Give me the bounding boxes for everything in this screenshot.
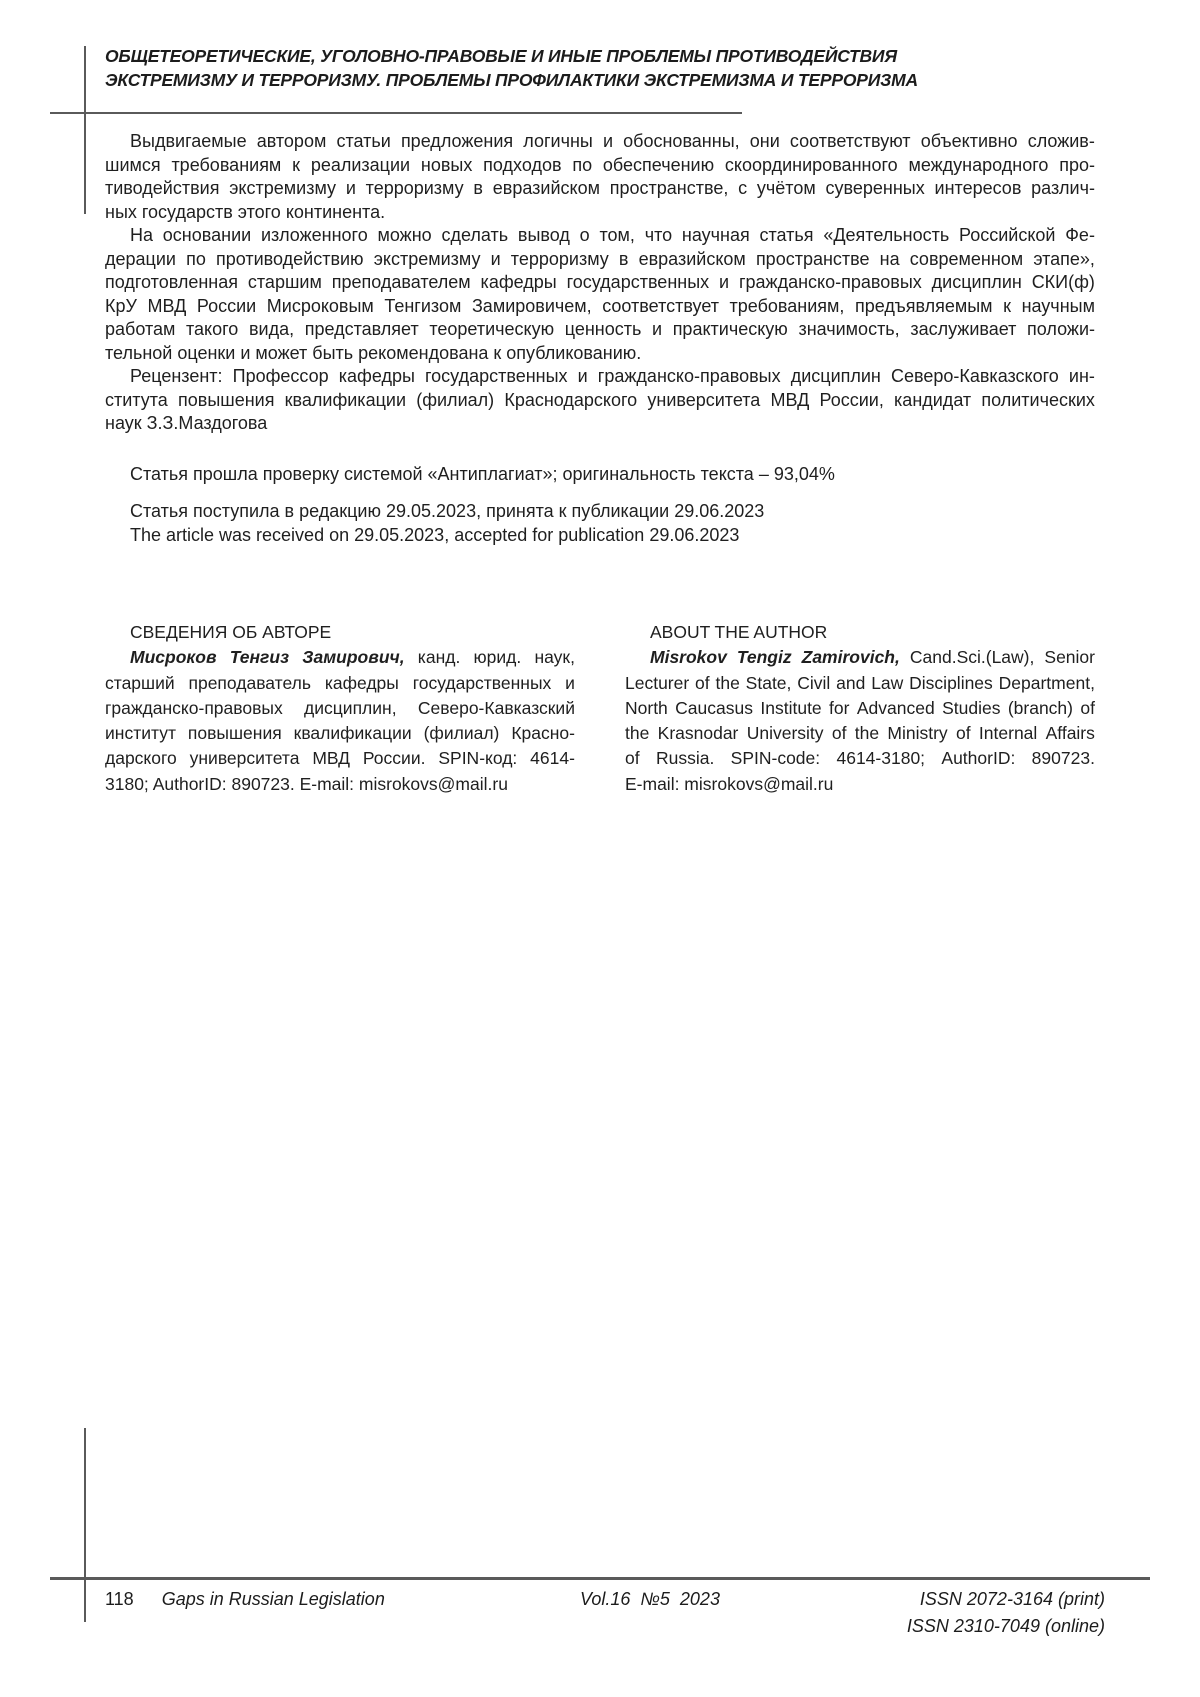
word: Мисроков xyxy=(130,647,217,668)
word: такого xyxy=(186,319,239,339)
received-dates-en: The article was received on 29.05.2023, accepted for publication 29.06.2023 xyxy=(130,524,740,545)
word: предложения xyxy=(400,131,514,151)
word: the xyxy=(715,672,740,693)
word: Disciplines xyxy=(909,672,993,693)
word: (филиал) xyxy=(416,389,495,410)
author-info-ru-heading: СВЕДЕНИЯ ОБ АВТОРЕ xyxy=(130,622,332,642)
word: с xyxy=(738,178,748,198)
word: реализации xyxy=(310,154,411,175)
word: Institute xyxy=(760,697,822,718)
page-footer xyxy=(105,1586,1105,1640)
text-line xyxy=(105,248,1095,272)
word: Zamirovich, xyxy=(801,647,900,668)
word: дерации xyxy=(105,248,176,269)
issn-print: ISSN 2072-3164 (print) xyxy=(919,1589,1105,1609)
word: Civil xyxy=(797,672,831,693)
word: различ- xyxy=(1031,178,1095,198)
word: AuthorID: xyxy=(941,748,1016,769)
text-line xyxy=(105,746,575,771)
word: Tengiz xyxy=(736,647,792,668)
word: интересов xyxy=(934,178,1022,198)
section-running-head xyxy=(105,44,1055,92)
text-line xyxy=(105,177,1095,201)
text-line xyxy=(625,696,1095,721)
word: России. xyxy=(362,748,426,769)
review-text xyxy=(105,130,1095,797)
text-line xyxy=(105,365,1095,389)
word: они xyxy=(749,131,780,151)
word: юрид. xyxy=(473,647,522,668)
word: том, xyxy=(599,225,635,245)
word: подготовленная xyxy=(105,272,239,292)
word: пространстве, xyxy=(609,178,729,198)
word: North xyxy=(625,697,668,718)
text-line: наук З.З.Маздогова xyxy=(105,413,268,433)
word: ин- xyxy=(1068,366,1095,386)
word: государственных xyxy=(566,272,710,292)
word: требованиям, xyxy=(729,295,845,316)
word: Выдвигаемые xyxy=(130,131,247,151)
word: и xyxy=(565,672,575,693)
word: Studies xyxy=(942,697,1001,718)
antiplagiat-check-note: Статья прошла проверку системой «Антиплагиат»; оригинальность текста – 93,04% xyxy=(130,463,835,484)
word: 890723. xyxy=(1031,748,1095,769)
text-line xyxy=(105,130,1095,154)
word: государственных xyxy=(425,366,568,386)
word: (branch) xyxy=(1007,697,1073,718)
word: основании xyxy=(162,225,252,245)
author-info-ru-text xyxy=(105,645,575,797)
word: Фе- xyxy=(1065,225,1095,245)
received-dates-ru: Статья поступила в редакцию 29.05.2023, принята к публикации 29.06.2023 xyxy=(130,501,765,521)
word: (филиал) xyxy=(423,723,500,744)
text-line xyxy=(105,721,575,746)
text-line: 3180; AuthorID: 890723. E-mail: misrokovs@mail.ru xyxy=(105,773,508,794)
word: на xyxy=(879,248,900,269)
word: терроризму xyxy=(365,178,464,198)
word: экстремизму xyxy=(373,248,481,269)
word: Российской xyxy=(958,225,1056,245)
word: and xyxy=(836,672,866,693)
word: Cand.Sci.(Law), xyxy=(909,647,1035,668)
section-running-head-line1: ОБЩЕТЕОРЕТИЧЕСКИЕ, УГОЛОВНО-ПРАВОВЫЕ И ИНЫЕ ПРОБЛЕМЫ ПРОТИВОДЕЙСТВИЯ xyxy=(105,46,897,66)
word: кафедры xyxy=(324,672,399,693)
word: вывод xyxy=(517,225,570,245)
word: противодействию xyxy=(215,248,364,269)
word: Advanced xyxy=(856,697,935,718)
text-line xyxy=(105,696,575,721)
word: наук, xyxy=(534,647,575,668)
word: шимся xyxy=(105,154,161,175)
word: о xyxy=(579,225,590,245)
word: и xyxy=(577,366,588,386)
word: политических xyxy=(981,389,1095,410)
word: SPIN-code: xyxy=(730,748,821,769)
text-line xyxy=(625,645,1095,670)
word: и xyxy=(490,248,501,269)
word: работам xyxy=(105,319,176,339)
word: этапе», xyxy=(1033,248,1095,269)
word: дисциплин, xyxy=(304,697,397,718)
word: представляет xyxy=(304,319,419,339)
word: обоснованны, xyxy=(623,131,740,151)
word: соответствуют xyxy=(789,131,911,151)
word: for xyxy=(829,697,850,718)
word: кандидат xyxy=(894,389,972,410)
word: 4614- xyxy=(530,748,575,769)
text-line: E-mail: misrokovs@mail.ru xyxy=(625,773,834,794)
author-info-en xyxy=(625,620,1095,797)
word: дисциплин xyxy=(931,272,1022,292)
word: Северо-Кавказский xyxy=(417,697,575,718)
word: старший xyxy=(105,672,175,693)
word: Caucasus xyxy=(675,697,753,718)
word: пространстве xyxy=(755,248,870,269)
word: и xyxy=(652,319,663,339)
text-line: тельной оценки и может быть рекомендована к опубликованию. xyxy=(105,342,642,363)
word: Misrokov xyxy=(650,647,727,668)
word: сложив- xyxy=(1027,131,1095,151)
word: кафедры xyxy=(338,366,415,386)
text-line xyxy=(105,154,1095,178)
word: подходов xyxy=(483,154,562,175)
footer-issn xyxy=(675,1586,1105,1640)
author-info-en-heading: ABOUT THE AUTHOR xyxy=(650,622,828,642)
word: of xyxy=(1080,697,1095,718)
word: Senior xyxy=(1044,647,1095,668)
word: На xyxy=(130,225,154,245)
word: изложенного xyxy=(260,225,368,245)
text-line xyxy=(625,746,1095,771)
author-info-en-text xyxy=(625,645,1095,797)
word: статья xyxy=(759,225,814,245)
word: Affairs xyxy=(1045,723,1095,744)
word: и xyxy=(345,178,356,198)
word: институт xyxy=(105,723,176,744)
word: of xyxy=(956,723,971,744)
footer-left xyxy=(105,1586,535,1640)
text-line xyxy=(625,671,1095,696)
word: тиводействия xyxy=(105,178,220,198)
word: Тенгиз xyxy=(229,647,290,668)
word: Краснодарского xyxy=(504,389,638,410)
word: Замировичем, xyxy=(471,295,592,316)
section-running-head-line2: ЭКСТРЕМИЗМУ И ТЕРРОРИЗМУ. ПРОБЛЕМЫ ПРОФИЛАКТИКИ ЭКСТРЕМИЗМА И ТЕРРОРИЗМА xyxy=(105,70,918,90)
header-underline-rule xyxy=(50,112,742,114)
text-line xyxy=(105,318,1095,342)
word: про- xyxy=(1059,154,1095,175)
word: Russia. xyxy=(655,748,715,769)
text-line xyxy=(625,721,1095,746)
text-line xyxy=(105,295,1095,319)
word: Мисроковым xyxy=(266,295,374,316)
word: кафедры xyxy=(480,272,557,292)
text-line xyxy=(105,671,575,696)
word: Lecturer xyxy=(625,672,690,693)
word: соответствует xyxy=(602,295,719,316)
text-line: ных государств этого континента. xyxy=(105,201,386,222)
word: квалификации xyxy=(284,389,407,410)
word: of xyxy=(625,748,640,769)
word: преподаватель xyxy=(188,672,311,693)
word: научным xyxy=(1021,295,1095,316)
word: of xyxy=(831,723,847,744)
word: повышения xyxy=(178,389,275,410)
word: дарского xyxy=(105,748,177,769)
word: Internal xyxy=(978,723,1038,744)
word: можно xyxy=(377,225,432,245)
word: университета xyxy=(647,389,761,410)
word: Замирович, xyxy=(302,647,405,668)
word: Профессор xyxy=(232,366,329,386)
word: 4614-3180; xyxy=(836,748,926,769)
word: практическую xyxy=(672,319,788,339)
word: SPIN-код: xyxy=(438,748,518,769)
word: квалификации xyxy=(293,723,412,744)
word: заслуживает xyxy=(910,319,1017,339)
author-info-section xyxy=(105,620,1095,797)
word: современном xyxy=(909,248,1024,269)
text-line xyxy=(105,224,1095,248)
word: канд. xyxy=(417,647,461,668)
word: МВД xyxy=(312,748,351,769)
word: «Деятельность xyxy=(823,225,950,245)
word: суверенных xyxy=(825,178,925,198)
word: евразийском xyxy=(638,248,746,269)
word: что xyxy=(644,225,673,245)
word: новых xyxy=(420,154,473,175)
word: гражданско-правовых xyxy=(738,272,922,292)
word: the xyxy=(854,723,880,744)
word: Рецензент: xyxy=(130,366,223,386)
word: в xyxy=(473,178,483,198)
paragraph xyxy=(105,224,1095,365)
word: логичны xyxy=(523,131,593,151)
bottom-margin-rule-vertical xyxy=(84,1428,86,1622)
word: дисциплин xyxy=(790,366,881,386)
word: к xyxy=(292,154,300,175)
word: ститута xyxy=(105,389,168,410)
word: вида, xyxy=(248,319,295,339)
text-line xyxy=(105,389,1095,413)
word: к xyxy=(1003,295,1011,316)
volume-issue: Vol.16 №5 2023 xyxy=(580,1589,720,1609)
word: University xyxy=(746,723,824,744)
word: the xyxy=(625,723,650,744)
word: ценность xyxy=(564,319,642,339)
word: евразийском xyxy=(492,178,600,198)
author-info-ru xyxy=(105,620,575,797)
word: научная xyxy=(681,225,750,245)
word: и xyxy=(719,272,730,292)
word: и xyxy=(602,131,614,151)
word: университета xyxy=(189,748,300,769)
word: государственных xyxy=(412,672,552,693)
paragraph xyxy=(105,365,1095,436)
word: России xyxy=(196,295,257,316)
text-line xyxy=(105,271,1095,295)
word: учётом xyxy=(756,178,816,198)
word: в xyxy=(618,248,629,269)
top-margin-rule-vertical xyxy=(84,46,86,214)
word: теоретическую xyxy=(429,319,555,339)
word: Красно- xyxy=(511,723,575,744)
word: МВД xyxy=(147,295,187,316)
word: автором xyxy=(256,131,327,151)
word: State, xyxy=(745,672,792,693)
word: Тенгизом xyxy=(384,295,462,316)
word: МВД xyxy=(770,389,810,410)
word: экстремизму xyxy=(229,178,337,198)
page-number: 118 xyxy=(105,1589,134,1609)
issn-online: ISSN 2310-7049 (online) xyxy=(906,1616,1105,1636)
word: скоординированного xyxy=(724,154,898,175)
word: России, xyxy=(819,389,884,410)
word: гражданско-правовых xyxy=(597,366,781,386)
word: повышения xyxy=(187,723,282,744)
word: сделать xyxy=(441,225,509,245)
word: предъявляемым xyxy=(854,295,993,316)
word: преподавателем xyxy=(331,272,471,292)
journal-title: Gaps in Russian Legislation xyxy=(161,1589,385,1609)
word: положи- xyxy=(1027,319,1095,339)
word: Law xyxy=(871,672,904,693)
paragraph xyxy=(105,130,1095,224)
word: терроризму xyxy=(510,248,609,269)
word: международного xyxy=(908,154,1049,175)
word: статьи xyxy=(336,131,391,151)
word: Department, xyxy=(998,672,1095,693)
word: по xyxy=(572,154,593,175)
text-line xyxy=(105,645,575,670)
word: СКИ(ф) xyxy=(1031,272,1095,292)
word: обеспечению xyxy=(602,154,715,175)
word: по xyxy=(186,248,206,269)
word: Krasnodar xyxy=(657,723,739,744)
word: Ministry xyxy=(887,723,948,744)
footer-rule xyxy=(50,1577,1150,1580)
word: значимость, xyxy=(798,319,900,339)
word: Северо-Кавказского xyxy=(890,366,1059,386)
word: КрУ xyxy=(105,295,137,316)
word: гражданско-правовых xyxy=(105,697,283,718)
word: требованиям xyxy=(171,154,282,175)
word: старшим xyxy=(247,272,322,292)
word: объективно xyxy=(920,131,1018,151)
word: of xyxy=(695,672,710,693)
